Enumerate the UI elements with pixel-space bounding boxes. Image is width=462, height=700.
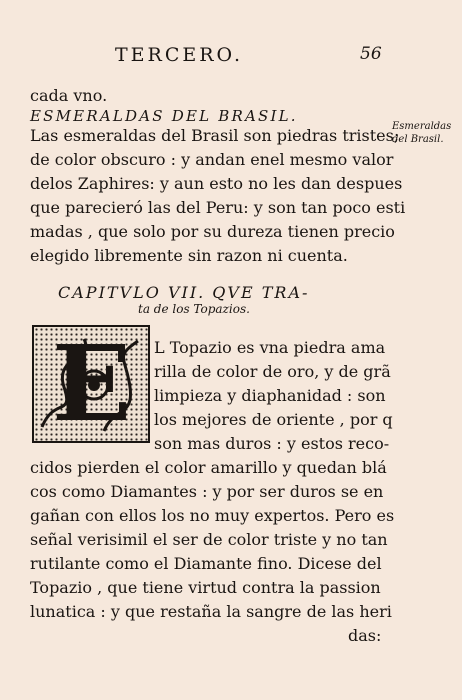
text-line: cidos pierden el color amarillo y quedan blá bbox=[30, 458, 387, 477]
marginal-note-line: Esmeraldas bbox=[392, 121, 452, 132]
text-line: gañan con ellos los no muy expertos. Pero es bbox=[30, 506, 395, 525]
text-line: Las esmeraldas del Brasil son piedras tristes; bbox=[30, 126, 400, 145]
text-line: señal verisimil el ser de color triste y no tan bbox=[30, 530, 388, 549]
marginal-note-line: del Brasil. bbox=[392, 134, 444, 145]
initial-letter: E bbox=[52, 322, 132, 445]
text-line: elegido libremente sin razon ni cuenta. bbox=[30, 246, 348, 265]
text-line: L Topazio es vna piedra ama bbox=[154, 338, 386, 357]
text-line: cada vno. bbox=[30, 86, 108, 105]
running-head: TERCERO. bbox=[115, 44, 244, 66]
section-heading: ESMERALDAS DEL BRASIL. bbox=[30, 107, 298, 125]
marginal-note bbox=[392, 120, 456, 146]
decorated-initial bbox=[32, 322, 150, 445]
text-line: son mas duros : y estos reco- bbox=[154, 434, 390, 453]
text-line: rilla de color de oro, y de grã bbox=[154, 362, 391, 381]
page-number: 56 bbox=[360, 44, 382, 64]
text-line: madas , que solo por su dureza tienen precio bbox=[30, 222, 395, 241]
text-line: limpieza y diaphanidad : son bbox=[154, 386, 386, 405]
chapter-title: CAPITVLO VII. QVE TRA- bbox=[58, 283, 310, 302]
chapter-subtitle: ta de los Topazios. bbox=[138, 302, 250, 316]
text-line: rutilante como el Diamante fino. Dicese del bbox=[30, 554, 382, 573]
text-line: que parecieró las del Peru: y son tan poco esti bbox=[30, 198, 406, 217]
text-line: Topazio , que tiene virtud contra la passion bbox=[30, 578, 381, 597]
text-line: los mejores de oriente , por q bbox=[154, 410, 393, 429]
text-line: das: bbox=[348, 626, 382, 645]
text-line: de color obscuro : y andan enel mesmo valor bbox=[30, 150, 394, 169]
text-line: cos como Diamantes : y por ser duros se en bbox=[30, 482, 384, 501]
text-line: lunatica : y que restaña la sangre de las heri bbox=[30, 602, 392, 621]
text-line: delos Zaphires: y aun esto no les dan despues bbox=[30, 174, 403, 193]
